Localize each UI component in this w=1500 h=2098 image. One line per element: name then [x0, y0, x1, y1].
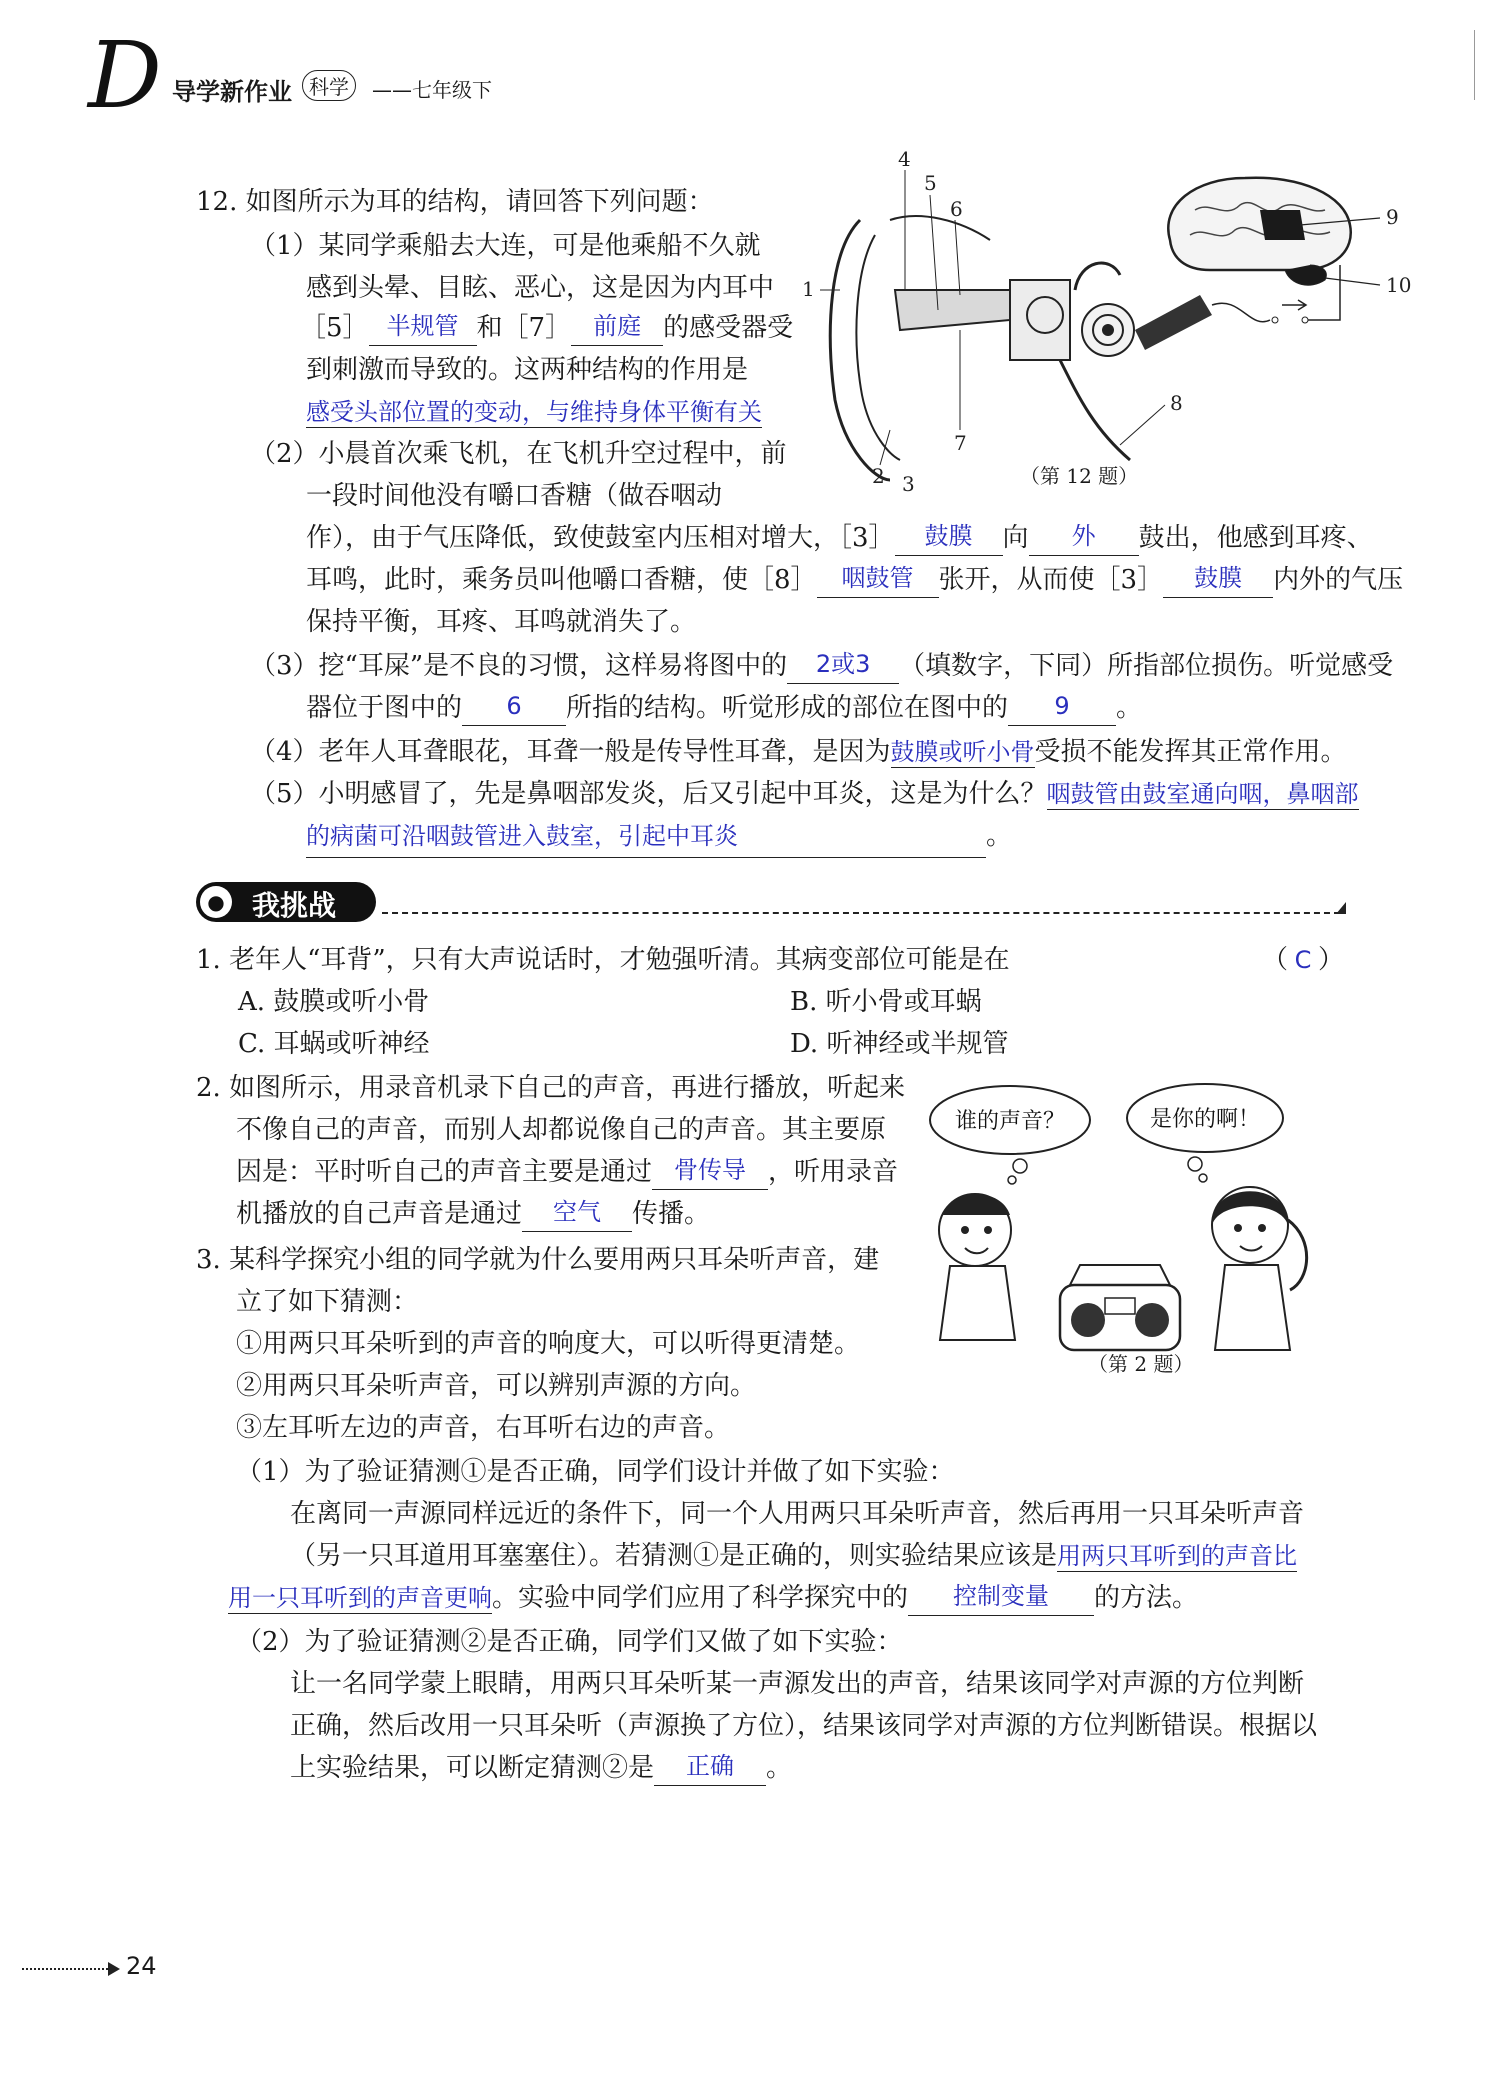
challenge-q3-p1-line2: 在离同一声源同样远近的条件下，同一个人用两只耳朵听声音，然后再用一只耳朵听声音 [290, 1499, 1305, 1529]
challenge-q3-line1: 3. 某科学探究小组的同学就为什么要用两只耳朵听声音，建 [196, 1245, 880, 1275]
challenge-q3-p2-line4: 上实验结果，可以断定猜测②是 正确 。 [290, 1748, 792, 1788]
challenge-q1-answer: （ C ） [1262, 945, 1345, 975]
challenge-q1-option-b: B. 听小骨或耳蜗 [790, 987, 982, 1017]
challenge-q3-p1-line4: 用一只耳听到的声音更响。实验中同学们应用了科学探究中的 控制变量 的方法。 [228, 1578, 1198, 1618]
challenge-q2-line4: 机播放的自己声音是通过 空气 传播。 [236, 1194, 710, 1234]
q12-p5-line2: 的病菌可沿咽鼓管进入鼓室，引起中耳炎 。 [306, 816, 1012, 858]
answer-blank: 空气 [522, 1197, 632, 1232]
cartoon-figure [920, 1080, 1360, 1370]
page-number: 24 [126, 1952, 157, 1980]
ear-label-3: 3 [902, 472, 915, 496]
ear-label-9: 9 [1386, 205, 1399, 229]
grade-label: ——七年级下 [372, 78, 492, 102]
challenge-badge [196, 882, 376, 922]
brain-figure [1150, 170, 1410, 320]
ear-label-8: 8 [1170, 391, 1183, 415]
series-title: 导学新作业 [172, 78, 292, 106]
challenge-q3-guess3: ③左耳听左边的声音，右耳听右边的声音。 [236, 1413, 731, 1443]
answer-blank: 咽鼓管 [817, 563, 939, 598]
challenge-q2-line1: 2. 如图所示，用录音机录下自己的声音，再进行播放，听起来 [196, 1073, 906, 1103]
q12-p1-line3: ［5］ 半规管 和［7］ 前庭 的感受器受 [300, 308, 793, 348]
bulb-icon: ● [200, 886, 232, 918]
challenge-q3-line2: 立了如下猜测： [236, 1287, 419, 1317]
challenge-q2-line3: 因是：平时听自己的声音主要是通过 骨传导 ，听用录音 [236, 1152, 898, 1192]
figure-caption-q2: （第 2 题） [1088, 1352, 1194, 1376]
answer-blank: 前庭 [571, 311, 663, 346]
q12-p2-line2: 一段时间他没有嚼口香糖（做吞咽动 [306, 481, 723, 511]
answer-blank: 2或3 [787, 649, 899, 684]
ear-label-7: 7 [954, 431, 967, 455]
answer-blank: 正确 [654, 1751, 766, 1786]
section-divider [382, 912, 1340, 914]
ear-label-10: 10 [1386, 273, 1412, 297]
page-header [80, 22, 1440, 130]
challenge-q3-p1-line3: （另一只耳道用耳塞塞住）。若猜测①是正确的，则实验结果应该是用两只耳听到的声音比 [290, 1541, 1298, 1571]
ear-label-4: 4 [898, 147, 911, 171]
q12-p2-line3: 作），由于气压降低，致使鼓室内压相对增大，［3］ 鼓膜 向 外 鼓出，他感到耳疼、 [306, 518, 1373, 558]
q12-p2-line1: （2）小晨首次乘飞机，在飞机升空过程中，前 [250, 439, 787, 469]
logo-letter: D [88, 22, 162, 129]
answer-blank: 外 [1029, 521, 1139, 556]
q12-p1-answer: 感受头部位置的变动，与维持身体平衡有关 [306, 398, 762, 426]
ear-label-5: 5 [924, 171, 937, 195]
figure-caption-q12: （第 12 题） [1020, 464, 1139, 488]
answer-blank: 6 [462, 691, 566, 726]
challenge-q3-guess2: ②用两只耳朵听声音，可以辨别声源的方向。 [236, 1371, 757, 1401]
q12-p3-line1: （3）挖“耳屎”是不良的习惯，这样易将图中的 2或3 （填数字，下同）所指部位损伤。听觉感受 [250, 646, 1393, 686]
speech-bubble-right: 是你的啊！ [1149, 1107, 1261, 1132]
answer-blank: 骨传导 [652, 1155, 768, 1190]
challenge-q1-option-c: C. 耳蜗或听神经 [238, 1029, 430, 1059]
q12-p2-line5: 保持平衡，耳疼、耳鸣就消失了。 [306, 607, 697, 637]
speech-bubble-left: 谁的声音？ [954, 1109, 1066, 1134]
challenge-q2-line2: 不像自己的声音，而别人却都说像自己的声音。其主要原 [236, 1115, 887, 1145]
answer-blank: 控制变量 [908, 1581, 1094, 1616]
challenge-q3-p1-line1: （1）为了验证猜测①是否正确，同学们设计并做了如下实验： [236, 1457, 955, 1487]
q12-p3-line2: 器位于图中的 6 所指的结构。听觉形成的部位在图中的 9 。 [306, 688, 1142, 728]
ear-label-6: 6 [950, 197, 963, 221]
q12-p4-line1: （4）老年人耳聋眼花，耳聋一般是传导性耳聋，是因为鼓膜或听小骨受损不能发挥其正常作用。 [250, 737, 1347, 767]
answer-blank: 鼓膜 [1163, 563, 1273, 598]
q12-p5-line1: （5）小明感冒了，先是鼻咽部发炎，后又引起中耳炎，这是为什么？咽鼓管由鼓室通向咽，鼻咽部 [250, 779, 1359, 809]
q12-p1-line4: 到刺激而导致的。这两种结构的作用是 [306, 355, 749, 385]
q12-p2-line4: 耳鸣，此时，乘务员叫他嚼口香糖，使［8］ 咽鼓管 张开，从而使［3］ 鼓膜 内外的气压 [306, 560, 1403, 600]
footer-arrow-icon [108, 1962, 120, 1976]
subject-badge: 科学 [302, 70, 356, 101]
ear-label-2: 2 [872, 464, 885, 488]
challenge-q1-stem: 1. 老年人“耳背”，只有大声说话时，才勉强听清。其病变部位可能是在 [196, 945, 1010, 975]
answer-blank: 半规管 [369, 311, 477, 346]
challenge-q3-guess1: ①用两只耳朵听到的声音的响度大，可以听得更清楚。 [236, 1329, 861, 1359]
header-rule [1474, 30, 1475, 100]
challenge-q3-p2-line1: （2）为了验证猜测②是否正确，同学们又做了如下实验： [236, 1627, 903, 1657]
challenge-q3-p2-line2: 让一名同学蒙上眼睛，用两只耳朵听某一声源发出的声音，结果该同学对声源的方位判断 [290, 1669, 1305, 1699]
answer-blank: 9 [1008, 691, 1116, 726]
ear-label-1: 1 [802, 277, 815, 301]
divider-arrow-icon [1336, 902, 1346, 914]
challenge-q1-option-a: A. 鼓膜或听小骨 [238, 987, 430, 1017]
challenge-title: 我挑战 [252, 889, 337, 922]
q12-p1-line1: （1）某同学乘船去大连，可是他乘船不久就 [250, 231, 761, 261]
q12-stem: 12. 如图所示为耳的结构，请回答下列问题： [196, 187, 714, 217]
footer-dotted-line [22, 1968, 108, 1970]
challenge-q1-option-d: D. 听神经或半规管 [790, 1029, 1009, 1059]
answer-blank: 鼓膜 [895, 521, 1003, 556]
q12-p1-line2: 感到头晕、目眩、恶心，这是因为内耳中 [306, 273, 775, 303]
challenge-q3-p2-line3: 正确，然后改用一只耳朵听（声源换了方位），结果该同学对声源的方位判断错误。根据以 [290, 1711, 1318, 1741]
